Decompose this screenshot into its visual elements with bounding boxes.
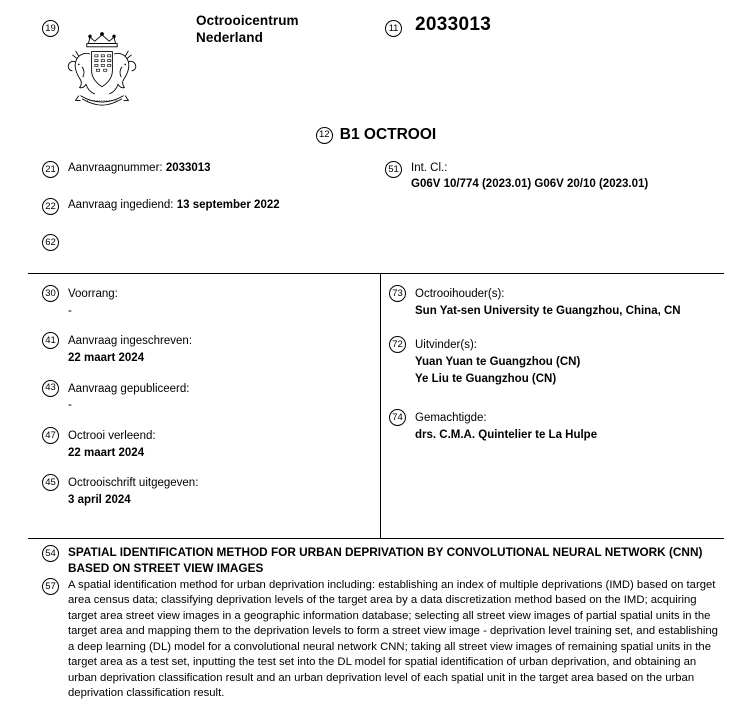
document-kind-label: B1 OCTROOI bbox=[339, 126, 437, 143]
application-published-label: Aanvraag gepubliceerd: bbox=[68, 382, 190, 395]
representative-body bbox=[415, 409, 597, 443]
divisional-reference-row bbox=[42, 234, 59, 251]
office-name-line1: Octrooicentrum bbox=[196, 13, 299, 28]
representative-label: Gemachtigde: bbox=[415, 412, 487, 425]
application-registered-entry bbox=[42, 332, 362, 366]
proprietor-body bbox=[415, 285, 681, 319]
application-number-value: 2033013 bbox=[165, 162, 211, 174]
abstract-text: A spatial identification method for urban deprivation including: establishing an index of multiple deprivations (IMD) based on target area census data; classifying deprivation levels of the target area by a data discretization method based on the IMD; acquiring target area street view images in a geographic information database; selecting all street view images of partial spatial units in the target area and mapping them to the deprivation levels to form a street view image - deprivation level training set, and establishing a deep learning (DL) model for a convolutional neural network CNN; taking all street view images of remaining spatial units in the target area as a test set, inputting the test set into the DL model for spatial identification of urban deprivation, and obtaining an urban deprivation classification result and an urban deprivation level of each spatial unit in the target area based on the urban deprivation classification result. bbox=[68, 579, 718, 700]
priority-entry bbox=[42, 285, 362, 319]
proprietor-value: Sun Yat-sen University te Guangzhou, China, CN bbox=[415, 304, 681, 317]
patent-granted-label: Octrooi verleend: bbox=[68, 430, 156, 443]
application-number-row bbox=[42, 161, 211, 178]
inid-code-51: 51 bbox=[385, 161, 402, 178]
inventor-entry bbox=[389, 336, 719, 387]
application-filed-label: Aanvraag ingediend: bbox=[68, 199, 174, 211]
divider-vertical bbox=[380, 273, 381, 538]
patent-specification-issued-entry bbox=[42, 474, 362, 508]
invention-title-block bbox=[42, 545, 724, 577]
inventor-body bbox=[415, 336, 580, 387]
office-name-line2: Nederland bbox=[196, 29, 263, 45]
proprietor-entry bbox=[389, 285, 719, 319]
application-filed-row bbox=[42, 198, 280, 215]
inventor-label: Uitvinder(s): bbox=[415, 339, 477, 352]
inid-code-41: 41 bbox=[42, 332, 59, 349]
divider-top bbox=[28, 273, 724, 274]
inid-code-43: 43 bbox=[42, 380, 59, 397]
patent-granted-entry bbox=[42, 427, 362, 461]
application-registered-label: Aanvraag ingeschreven: bbox=[68, 335, 193, 348]
inid-code-54: 54 bbox=[42, 545, 59, 562]
inid-code-62: 62 bbox=[42, 234, 59, 251]
inid-code-72: 72 bbox=[389, 336, 406, 353]
inid-code-22: 22 bbox=[42, 198, 59, 215]
int-cl-row bbox=[385, 161, 648, 192]
patent-granted-value: 22 maart 2024 bbox=[68, 446, 145, 459]
document-kind-row bbox=[0, 126, 752, 144]
patent-granted-body bbox=[68, 427, 156, 461]
priority-label: Voorrang: bbox=[68, 288, 118, 300]
int-cl-text bbox=[411, 161, 648, 192]
document-header bbox=[0, 0, 752, 118]
representative-entry bbox=[389, 409, 719, 443]
left-column bbox=[42, 285, 362, 522]
application-number-text bbox=[68, 161, 211, 177]
patent-number: 2033013 bbox=[415, 14, 492, 35]
inid-code-47: 47 bbox=[42, 427, 59, 444]
application-filed-value: 13 september 2022 bbox=[176, 199, 280, 211]
inid-code-45: 45 bbox=[42, 474, 59, 491]
netherlands-coat-of-arms-icon bbox=[58, 30, 146, 118]
application-published-body bbox=[68, 380, 189, 414]
int-cl-label: Int. Cl.: bbox=[411, 162, 448, 174]
right-column bbox=[389, 285, 719, 457]
page-title: SPATIAL IDENTIFICATION METHOD FOR URBAN DEPRIVATION BY CONVOLUTIONAL NEURAL NETWORK (CNN) BASED ON STREET VIEW IMAGES bbox=[68, 545, 703, 575]
inventor-value-1: Yuan Yuan te Guangzhou (CN) bbox=[415, 356, 581, 369]
inid-code-11: 11 bbox=[385, 20, 402, 37]
application-filed-text bbox=[68, 198, 280, 214]
inid-code-73: 73 bbox=[389, 285, 406, 302]
priority-body bbox=[68, 285, 118, 319]
abstract-block bbox=[42, 578, 732, 702]
representative-value: drs. C.M.A. Quintelier te La Hulpe bbox=[415, 429, 598, 442]
inventor-value-2: Ye Liu te Guangzhou (CN) bbox=[415, 372, 557, 385]
application-registered-value: 22 maart 2024 bbox=[68, 352, 145, 365]
patent-specification-issued-value: 3 april 2024 bbox=[68, 494, 131, 507]
inid-code-19: 19 bbox=[42, 20, 59, 37]
inid-code-21: 21 bbox=[42, 161, 59, 178]
inid-code-57: 57 bbox=[42, 578, 59, 595]
application-registered-body bbox=[68, 332, 192, 366]
patent-specification-issued-body bbox=[68, 474, 198, 508]
inid-code-12: 12 bbox=[316, 127, 333, 144]
patent-specification-issued-label: Octrooischrift uitgegeven: bbox=[68, 477, 199, 490]
application-number-label: Aanvraagnummer: bbox=[68, 162, 163, 174]
application-published-entry bbox=[42, 380, 362, 414]
proprietor-label: Octrooihouder(s): bbox=[415, 288, 505, 300]
office-name bbox=[196, 13, 299, 47]
inid-code-30: 30 bbox=[42, 285, 59, 302]
inid-code-74: 74 bbox=[389, 409, 406, 426]
divider-middle bbox=[28, 538, 724, 539]
application-published-value: - bbox=[68, 399, 72, 412]
priority-value: - bbox=[68, 304, 72, 317]
int-cl-value: G06V 10/774 (2023.01) G06V 20/10 (2023.01) bbox=[411, 177, 649, 190]
